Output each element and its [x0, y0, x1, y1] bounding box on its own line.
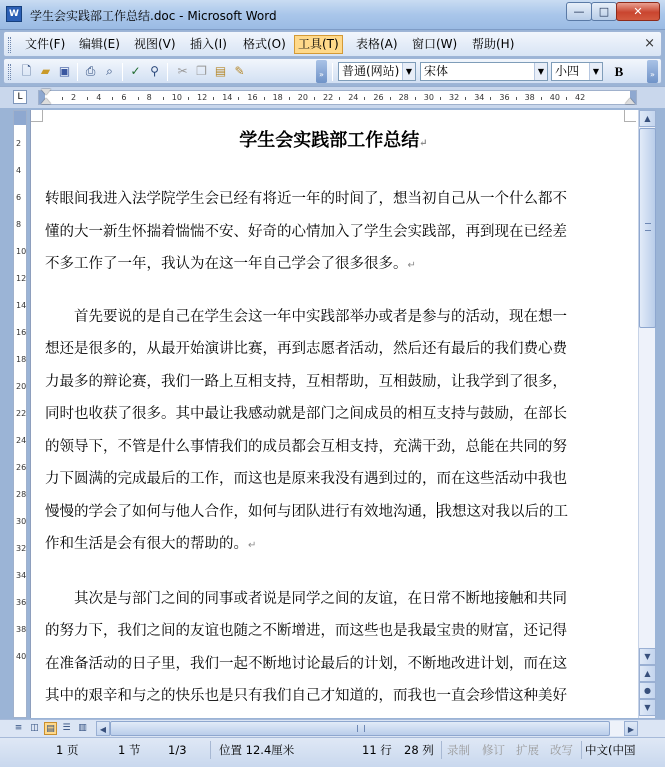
window-title: 学生会实践部工作总结.doc - Microsoft Word [30, 9, 277, 23]
ruler-tick-label: 36 [499, 93, 510, 102]
chevron-down-icon[interactable]: ▼ [534, 63, 547, 80]
chevron-down-icon[interactable]: ▼ [402, 63, 415, 80]
chevron-down-icon[interactable]: ▼ [589, 63, 602, 80]
print-preview-icon[interactable]: ⌕ [106, 64, 113, 78]
scroll-grip-icon [357, 725, 365, 732]
vertical-ruler-tick-label: 2 [16, 139, 22, 148]
bold-button[interactable]: B [614, 64, 624, 79]
ruler-minor-tick [516, 97, 517, 100]
vertical-ruler-tick-label: 4 [16, 166, 22, 175]
crop-mark [31, 110, 43, 122]
toolbar-separator [167, 63, 168, 81]
ruler-tick-label: 16 [247, 93, 258, 102]
ruler-tick-label: 12 [197, 93, 208, 102]
menu-tools[interactable]: 工具(T) [294, 35, 343, 54]
minimize-button[interactable]: — [566, 2, 592, 21]
text-line[interactable]: 懂的大一新生怀揣着惴惴不安、好奇的心情加入了学生会实践部，再到现在已经差 [45, 223, 567, 240]
normal-view-icon[interactable]: ≡ [14, 723, 23, 733]
open-folder-icon[interactable]: ▰ [40, 64, 51, 78]
close-window-button[interactable]: ✕ [616, 2, 660, 21]
menu-view[interactable]: 视图(V) [134, 37, 176, 51]
menu-insert[interactable]: 插入(I) [190, 37, 227, 51]
menu-bar [3, 31, 662, 57]
menu-table[interactable]: 表格(A) [356, 37, 398, 51]
menu-file[interactable]: 文件(F) [25, 37, 66, 51]
text-line[interactable]: 力下圆满的完成最后的工作，而这也是原来我没有遇到过的，而在这些活动中我也 [45, 471, 567, 487]
vertical-ruler-tick-label: 12 [16, 274, 27, 283]
vertical-ruler-tick-label: 36 [16, 598, 27, 607]
toolbar-grip[interactable] [8, 64, 11, 80]
ruler-tick-label: 20 [297, 93, 308, 102]
copy-icon[interactable]: ❐ [196, 64, 207, 78]
ruler-tick-label: 28 [398, 93, 409, 102]
vertical-ruler-tick-label: 38 [16, 625, 27, 634]
toolbar-separator [122, 63, 123, 81]
vertical-ruler-tick-label: 6 [16, 193, 22, 202]
status-separator [441, 741, 442, 759]
status-separator [581, 741, 582, 759]
scroll-down-button[interactable]: ▼ [639, 648, 656, 665]
ruler-minor-tick [314, 97, 315, 100]
text-line[interactable]: 作和生活是会有很大的帮助的。↵ [45, 536, 257, 552]
text-line[interactable] [45, 713, 622, 719]
horizontal-ruler[interactable] [38, 90, 637, 105]
maximize-button[interactable]: □ [591, 2, 617, 21]
text-line[interactable]: 想还是很多的，从最开始演讲比赛，再到志愿者活动，然后还有最后的我们费心费 [45, 341, 567, 357]
web-layout-icon[interactable]: ◫ [30, 723, 39, 733]
ruler-minor-tick [465, 97, 466, 100]
text-line[interactable]: 首先要说的是自己在学生会这一年中实践部举办或者是参与的活动，现在想一 [45, 308, 567, 325]
ruler-tick-label: 26 [373, 93, 384, 102]
ruler-minor-tick [87, 97, 88, 100]
new-document-icon[interactable]: 🗋 [21, 64, 32, 78]
ruler-area [0, 86, 665, 108]
ruler-tick-label: 4 [96, 93, 102, 102]
toolbar-separator [77, 63, 78, 81]
ruler-minor-tick [490, 97, 491, 100]
paragraph-2[interactable] [45, 301, 622, 561]
ruler-minor-tick [188, 97, 189, 100]
ruler-tick-label: 18 [272, 93, 283, 102]
text-line[interactable]: 不多工作了一年，我认为在这一年自己学会了很多很多。↵ [45, 256, 416, 272]
vertical-ruler-tick-label: 20 [16, 382, 27, 391]
paragraph-1[interactable] [45, 183, 622, 281]
status-track-changes[interactable]: 修订 [482, 743, 505, 757]
vertical-ruler-tick-label: 18 [16, 355, 27, 364]
vertical-ruler-tick-label: 8 [16, 220, 22, 229]
vertical-ruler-tick-label: 40 [16, 652, 27, 661]
font-size-value: 小四 [555, 64, 580, 78]
vertical-ruler-tick-label: 28 [16, 490, 27, 499]
vertical-ruler-tick-label: 16 [16, 328, 27, 337]
vertical-ruler[interactable] [13, 110, 27, 718]
status-page[interactable]: 1 页 [56, 743, 79, 757]
document-page[interactable] [31, 110, 638, 718]
status-bar [0, 737, 665, 767]
ruler-tick-label: 32 [449, 93, 460, 102]
scroll-right-button[interactable]: ▶ [624, 721, 638, 736]
vertical-ruler-tick-label: 24 [16, 436, 27, 445]
font-value: 宋体 [424, 64, 449, 78]
status-separator [210, 741, 211, 759]
paragraph-3[interactable] [45, 583, 622, 719]
status-section[interactable]: 1 节 [118, 743, 141, 757]
horizontal-scroll-thumb[interactable] [110, 721, 610, 736]
reading-layout-icon[interactable]: ▥ [78, 723, 87, 733]
paragraph-mark: ↵ [248, 540, 257, 551]
font-dropdown[interactable] [420, 62, 548, 81]
ruler-tick-label: 2 [71, 93, 77, 102]
tab-selector[interactable]: L [13, 90, 27, 104]
toolbar-separator [332, 63, 333, 81]
ruler-tick-label: 34 [474, 93, 485, 102]
status-column[interactable]: 28 列 [404, 743, 434, 757]
text-line[interactable]: 的努力下，我们之间的友谊也随之不断增进，而这些也是我最宝贵的财富，还记得 [45, 623, 567, 639]
status-language[interactable]: 中文(中国 [585, 743, 636, 757]
style-dropdown[interactable] [338, 62, 416, 81]
crop-mark [624, 110, 636, 122]
vertical-scroll-thumb[interactable] [639, 128, 656, 328]
ruler-tick-label: 22 [323, 93, 334, 102]
view-and-hscroll-bar [0, 719, 665, 737]
status-page-count[interactable]: 1/3 [168, 743, 187, 757]
ruler-tick-label: 40 [549, 93, 560, 102]
ruler-minor-tick [112, 97, 113, 100]
right-indent-marker[interactable] [625, 98, 635, 104]
ruler-minor-tick [289, 97, 290, 100]
spelling-icon[interactable]: ✓ [130, 64, 141, 78]
status-line[interactable]: 11 行 [362, 743, 392, 757]
ruler-tick-label: 6 [121, 93, 127, 102]
menu-help[interactable]: 帮助(H) [472, 37, 515, 51]
vertical-ruler-tick-label: 26 [16, 463, 27, 472]
status-overtype[interactable]: 改写 [550, 743, 573, 757]
ruler-minor-tick [541, 97, 542, 100]
toolbar-options-chevron[interactable]: » [316, 60, 327, 83]
menu-bar-grip[interactable] [8, 37, 11, 53]
toolbar-options-chevron[interactable]: » [647, 60, 658, 83]
scroll-grip-icon [645, 223, 651, 231]
paste-icon[interactable]: ▤ [214, 64, 227, 78]
vertical-ruler-tick-label: 32 [16, 544, 27, 553]
menu-window[interactable]: 窗口(W) [412, 37, 458, 51]
word-app-icon[interactable]: W [6, 6, 22, 22]
ruler-minor-tick [364, 97, 365, 100]
document-body[interactable] [45, 118, 622, 718]
status-position[interactable]: 位置 12.4厘米 [219, 743, 295, 757]
outline-view-icon[interactable]: ☰ [62, 723, 71, 733]
ruler-minor-tick [415, 97, 416, 100]
ruler-minor-tick [163, 97, 164, 100]
menu-edit[interactable]: 编辑(E) [79, 37, 120, 51]
ruler-tick-label: 30 [423, 93, 434, 102]
style-value: 普通(网站) [342, 64, 400, 78]
text-line[interactable]: 其中的艰辛和与之的快乐也是只有我们自己才知道的，而我也一直会珍惜这种美好 [45, 688, 567, 704]
text-line[interactable]: 同时也收获了很多。其中最让我感动就是部门之间成员的相互支持与鼓励，在部长 [45, 406, 567, 422]
title-bar [0, 0, 665, 30]
ruler-tick-label: 10 [171, 93, 182, 102]
document-title[interactable]: 学生会实践部工作总结↵ [239, 130, 428, 151]
status-record[interactable]: 录制 [447, 743, 470, 757]
vertical-ruler-tick-label: 30 [16, 517, 27, 526]
close-document-icon[interactable]: × [644, 36, 655, 51]
format-painter-icon[interactable]: ✎ [234, 64, 245, 78]
formatting-toolbar [3, 58, 662, 84]
vertical-ruler-tick-label: 10 [16, 247, 27, 256]
save-icon[interactable]: ▣ [58, 64, 71, 78]
font-size-dropdown[interactable] [551, 62, 603, 81]
ruler-minor-tick [238, 97, 239, 100]
first-line-indent-marker[interactable] [41, 89, 51, 95]
research-icon[interactable]: ⚲ [150, 64, 159, 78]
ruler-tick-label: 8 [146, 93, 152, 102]
ruler-minor-tick [138, 97, 139, 100]
vertical-scrollbar[interactable] [638, 110, 655, 718]
ruler-minor-tick [566, 97, 567, 100]
scroll-left-button[interactable]: ◀ [96, 721, 110, 736]
vertical-ruler-tick-label: 14 [16, 301, 27, 310]
paragraph-mark: ↵ [407, 260, 416, 271]
ruler-minor-tick [62, 97, 63, 100]
ruler-minor-tick [339, 97, 340, 100]
top-margin-zone [14, 111, 26, 125]
menu-format[interactable]: 格式(O) [243, 37, 286, 51]
hanging-indent-marker[interactable] [41, 98, 51, 104]
text-line[interactable]: 在准备活动的日子里，我们一起不断地讨论最后的计划，不断地改进计划，而在这 [45, 655, 567, 672]
print-icon[interactable]: ⎙ [85, 64, 96, 78]
cut-icon[interactable]: ✂ [177, 64, 188, 78]
print-layout-icon[interactable]: ▤ [44, 722, 57, 735]
status-extend[interactable]: 扩展 [516, 743, 539, 757]
text-line[interactable]: 力最多的辩论赛，我们一路上互相支持，互相帮助，互相鼓励，让我学到了很多， [45, 373, 567, 390]
next-page-button[interactable]: ▼ [639, 699, 656, 716]
text-line[interactable]: 慢慢的学会了如何与他人合作，如何与团队进行有效地沟通，我想这对我以后的工 [45, 503, 568, 520]
previous-page-button[interactable]: ▲ [639, 665, 656, 682]
ruler-minor-tick [264, 97, 265, 100]
ruler-tick-label: 38 [524, 93, 535, 102]
ruler-minor-tick [213, 97, 214, 100]
text-line[interactable]: 的领导下，不管是什么事情我们的成员都会互相支持，充满干劲，总能在共同的努 [45, 438, 567, 455]
vertical-ruler-tick-label: 22 [16, 409, 27, 418]
ruler-minor-tick [390, 97, 391, 100]
select-browse-object-button[interactable]: ● [639, 682, 656, 699]
scroll-up-button[interactable]: ▲ [639, 110, 656, 127]
text-line[interactable]: 其次是与部门之间的同事或者说是同学之间的友谊，在日常不断地接触和共同 [45, 590, 567, 607]
ruler-tick-label: 14 [222, 93, 233, 102]
ruler-tick-label: 42 [575, 93, 586, 102]
text-line[interactable]: 转眼间我进入法学院学生会已经有将近一年的时间了，想当初自己从一个什么都不 [45, 191, 567, 207]
ruler-minor-tick [440, 97, 441, 100]
vertical-ruler-tick-label: 34 [16, 571, 27, 580]
ruler-tick-label: 24 [348, 93, 359, 102]
